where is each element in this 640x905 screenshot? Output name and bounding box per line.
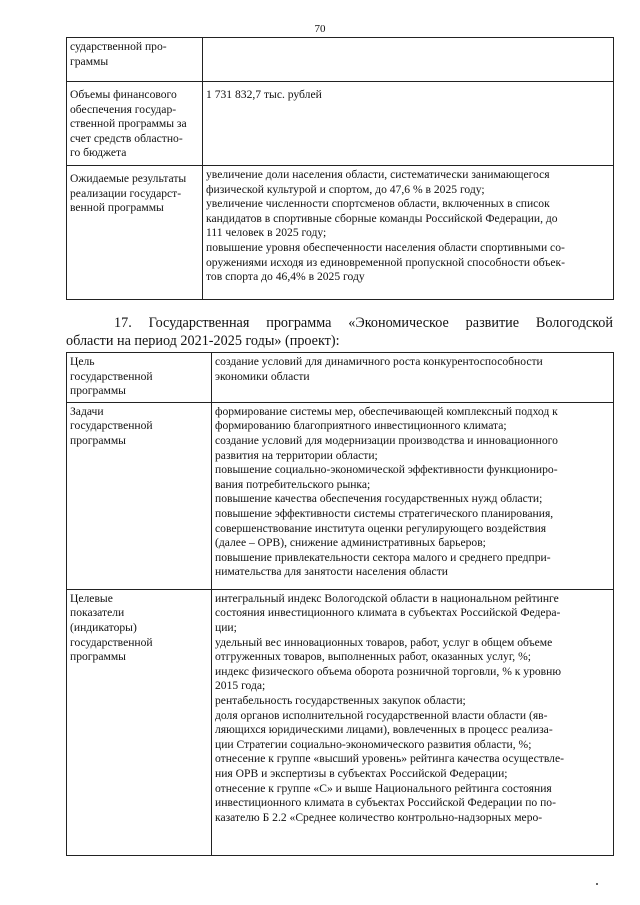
scan-speck [596,883,598,885]
row-value [212,402,614,589]
row-label-text: Цель государственной программы [70,355,153,398]
program-passport-table-continued [66,37,614,300]
table-row [67,589,614,855]
row-label [67,166,203,300]
row-value-text: увеличение доли населения области, систематически занимающегося физической культурой и спортом, до 47,6 % в 2025 году; увеличение численности спортсменов области, включенных в список кандидатов в спортивные сборные команды Российской Федерации, до 111 человек в 2025 году; повышение уровня обеспеченности населения области спортивными со- оружениями исходя из единовременной пропускной способности объек- тов спорта до 46,4% в 2025 году [206,168,566,284]
row-value [203,38,614,82]
row-label [67,38,203,82]
row-value [203,166,614,300]
row-value-text: интегральный индекс Вологодской области в национальном рейтинге состояния инвестиционного климата в субъектах Российской Федера- ции; удельный вес инновационных товаров, работ, услуг в общем объеме отгруженных товаров, выполненных работ, оказанных услуг, %; индекс физического объема оборота розничной торговли, % к уровню 2015 года; рентабельность государственных закупок области; доля органов исполнительной государственной власти области (яв- ляющихся юридическими лицами), вовлеченных в процесс реализа- ции Стратегии социально-экономического развития области, %; отнесение к группе «высший уровень» рейтинга качества осуществле- ния ОРВ и экспертизы в субъектах Российской Федерации; отнесение к группе «С» и выше Национального рейтинга состояния инвестиционного климата в субъектах Российской Федерации по по- казателю Б 2.2 «Среднее количество контрольно-надзорных меро- [215,591,564,824]
page-number: 70 [314,23,326,35]
row-label [67,589,212,855]
row-value-text: создание условий для динамичного роста конкурентоспособности экономики области [215,355,543,383]
program-passport-table [66,352,614,856]
table-row [67,402,614,589]
table-row [67,353,614,403]
row-value [212,589,614,855]
row-value [212,353,614,403]
section-title-line-2: области на период 2021-2025 годы» (проект): [66,333,340,349]
row-label-text: Целевые показатели (индикаторы) государственной программы [70,591,153,664]
table-row [67,82,614,166]
row-label-text: Задачи государственной программы [70,404,153,447]
row-label [67,82,203,166]
row-label [67,353,212,403]
row-value [203,82,614,166]
row-value-text: 1 731 832,7 тыс. рублей [206,88,322,101]
section-title [66,314,613,350]
row-label-text: Объемы финансового обеспечения государ- ственной программы за счет средств областно- го бюджета [70,88,187,160]
row-label [67,402,212,589]
table-row [67,38,614,82]
table-row [67,166,614,300]
row-value-text: формирование системы мер, обеспечивающей комплексный подход к формированию благоприятного инвестиционного климата; создание условий для модернизации производства и инновационного развития на территории области; повышение социально-экономической эффективности функциониро- вания потребительского рынка; повышение качества обеспечения государственных нужд области; повышение эффективности системы стратегического планирования, совершенствование института оценки регулирующего воздействия (далее – ОРВ), снижение административных барьеров; повышение привлекательности сектора малого и среднего предпри- нимательства для занятости населения области [215,404,558,579]
row-label-text: Ожидаемые результаты реализации государст- венной программы [70,172,187,215]
row-label-text: сударственной про- граммы [70,40,167,68]
section-title-line-1: 17. Государственная программа «Экономическое развитие Вологодской [114,315,613,331]
